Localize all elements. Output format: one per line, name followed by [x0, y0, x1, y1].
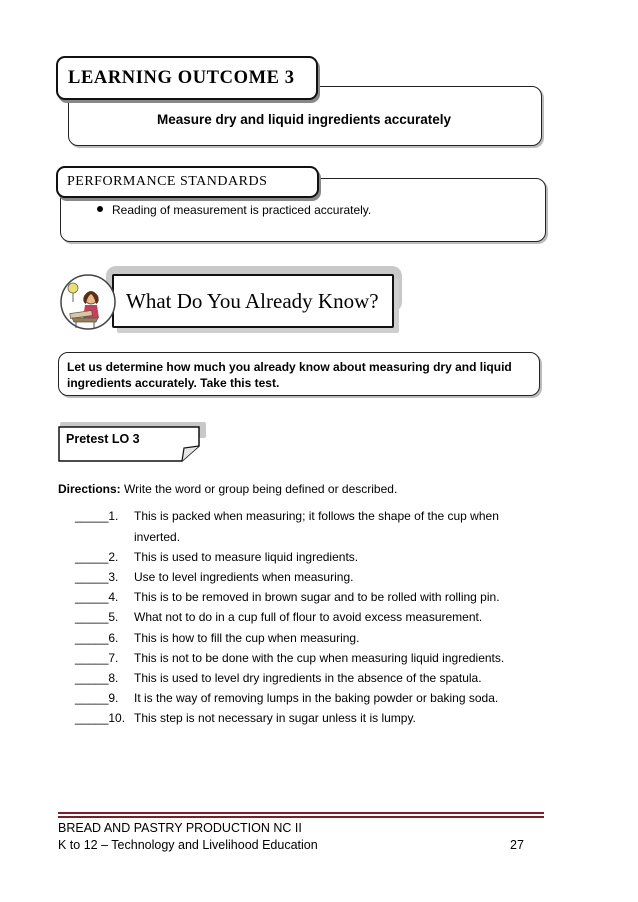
learning-outcome-text: Measure dry and liquid ingredients accurately — [156, 112, 452, 127]
item-text: This is packed when measuring; it follows the shape of the cup when — [134, 509, 499, 523]
item-number: _____6. — [75, 631, 119, 645]
intro-box — [58, 352, 540, 396]
directions — [58, 482, 397, 496]
learning-outcome-heading: LEARNING OUTCOME 3 — [56, 56, 318, 100]
footer-rule — [58, 816, 544, 818]
intro-line-1: Let us determine how much you already know about measuring dry and liquid — [67, 360, 512, 374]
item-number: _____7. — [75, 651, 119, 665]
student-reading-icon — [58, 272, 118, 332]
item-number: _____5. — [75, 610, 119, 624]
item-text: This is used to level dry ingredients in the absence of the spatula. — [134, 671, 482, 685]
page-number: 27 — [510, 838, 524, 852]
item-number: _____3. — [75, 570, 119, 584]
item-number: _____1. — [75, 509, 119, 523]
what-do-you-know-heading: What Do You Already Know? — [112, 274, 394, 328]
bullet-icon — [96, 204, 106, 214]
item-number: _____8. — [75, 671, 119, 685]
intro-line-2: ingredients accurately. Take this test. — [67, 376, 280, 390]
performance-standards-heading: PERFORMANCE STANDARDS — [56, 166, 319, 198]
item-text: This is to be removed in brown sugar and to be rolled with rolling pin. — [134, 590, 500, 604]
item-text: This is how to fill the cup when measuring. — [134, 631, 360, 645]
item-text: This step is not necessary in sugar unless it is lumpy. — [134, 711, 416, 725]
item-number: _____9. — [75, 691, 119, 705]
footer-program: K to 12 – Technology and Livelihood Education — [58, 838, 318, 852]
pretest-label: Pretest LO 3 — [66, 432, 140, 446]
item-text: What not to do in a cup full of flour to avoid excess measurement. — [134, 610, 483, 624]
item-number: _____10. — [75, 711, 126, 725]
performance-standard-item: Reading of measurement is practiced accurately. — [112, 203, 372, 217]
footer-course-title: BREAD AND PASTRY PRODUCTION NC II — [58, 821, 302, 835]
directions-text: Write the word or group being defined or described. — [120, 482, 398, 496]
item-text: Use to level ingredients when measuring. — [134, 570, 354, 584]
item-text-continued: inverted. — [134, 530, 181, 544]
item-text: It is the way of removing lumps in the baking powder or baking soda. — [134, 691, 499, 705]
item-number: _____2. — [75, 550, 119, 564]
footer-rule — [58, 812, 544, 814]
item-text: This is used to measure liquid ingredients. — [134, 550, 359, 564]
item-number: _____4. — [75, 590, 119, 604]
directions-label: Directions: — [58, 482, 121, 496]
item-text: This is not to be done with the cup when measuring liquid ingredients. — [134, 651, 505, 665]
